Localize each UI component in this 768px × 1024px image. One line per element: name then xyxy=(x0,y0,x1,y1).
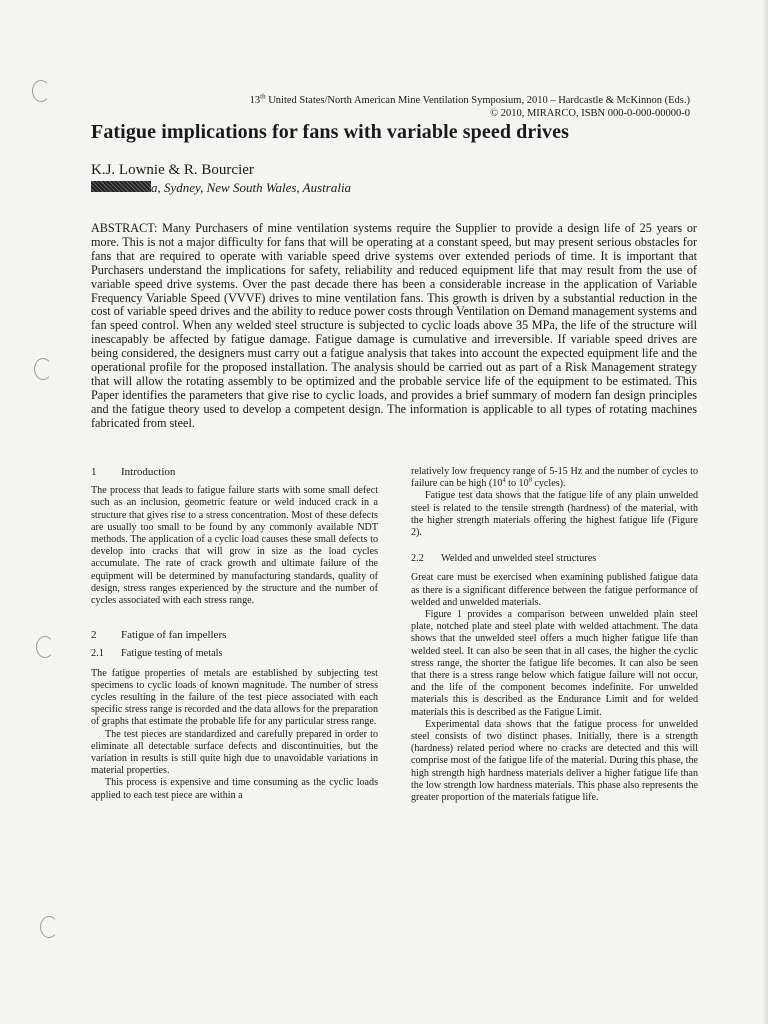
header-sup: th xyxy=(260,92,266,101)
paragraph: The fatigue properties of metals are established by subjecting test specimens to cyclic loads of known magnitude. The number of stress cycles resulting in the failure of the test piece associated with each specific stress range is recorded and the data allows for the preparation of graphs that estimate the probable life for any particular stress range. xyxy=(91,667,378,728)
affiliation xyxy=(91,180,351,196)
header-rest: United States/North American Mine Ventilation Symposium, 2010 – Hardcastle & McKinnon (Eds.) xyxy=(265,95,690,106)
affiliation-rest: a, Sydney, New South Wales, Australia xyxy=(151,180,352,195)
paragraph: The process that leads to fatigue failure starts with some small defect such as an inclusion, geometric feature or weld induced crack in a structure that gives rise to a stress concentration. Most of these defects are usually too small to be found by any commonly available NDT methods. The application of a cyclic load causes these small defects to develop into cracks that will grow in size as the load cycles accumulate. The rate of crack growth and ultimate failure of the equipment will be determined by manufacturing standards, quality of design, stress ranges experienced by the structure and the number of cycles associated with each stress range. xyxy=(91,485,378,607)
right-column xyxy=(411,466,698,804)
text-run: relatively low frequency range of 5-15 Hz and the number of cycles to failure can be high (10 xyxy=(411,466,698,490)
subsection-number: 2.2 xyxy=(411,553,424,565)
paper-title: Fatigue implications for fans with variable speed drives xyxy=(91,121,570,143)
subsection-heading xyxy=(411,553,698,565)
copyright-line: © 2010, MIRARCO, ISBN 000-0-000-00000-0 xyxy=(490,108,690,119)
superscript: 4 xyxy=(502,476,506,484)
left-column xyxy=(91,466,378,802)
paragraph: Great care must be exercised when examining published fatigue data as there is a significant difference between the fatigue performance of welded and unwelded materials. xyxy=(411,572,698,608)
subsection-title: Welded and unwelded steel structures xyxy=(441,553,597,565)
section-number: 1 xyxy=(91,466,97,478)
subsection-number: 2.1 xyxy=(91,648,104,660)
paragraph xyxy=(411,466,698,490)
paragraph: Figure 1 provides a comparison between unwelded plain steel plate, notched plate and steel plate with welded attachment. The data shows that the unwelded steel offers a much higher fatigue life than welded steel. It can also be seen that in all cases, the higher the cyclic stress range, the shorter the fatigue life becomes. It can also be seen that there is a stress range below which fatigue failure will not occur, and the life of the component becomes indefinite. For unwelded materials this is described as the Endurance Limit and for welded materials this is described as the Fatigue Limit. xyxy=(411,609,698,718)
section-number: 2 xyxy=(91,629,97,642)
symposium-header xyxy=(250,94,690,107)
section-heading xyxy=(91,466,378,478)
paragraph: This process is expensive and time consuming as the cyclic loads applied to each test piece are within a xyxy=(91,777,378,801)
punch-hole-mark xyxy=(34,358,52,380)
subsection-title: Fatigue testing of metals xyxy=(121,648,223,660)
abstract: ABSTRACT: Many Purchasers of mine ventilation systems require the Supplier to provide a design life of 25 years or more. This is not a major difficulty for fans that will be operating at a constant speed, but may present serious obstacles for fans that are required to operate with variable speed drive systems over extended periods of time. It is important that Purchasers understand the implications for safety, reliability and reduced equipment life that may result from the use of variable speed drive systems. Over the past decade there has been a considerable increase in the application of Variable Frequency Variable Speed (VVVF) drives to mine ventilation fans. This growth is driven by a substantial reduction in the cost of variable speed drives and the ability to reduce power costs through Ventilation on Demand management systems and fan speed control. When any welded steel structure is subjected to cyclic loads above 35 MPa, the life of the structure will inescapably be affected by fatigue damage. Fatigue damage is cumulative and irreversible. If variable speed drives are being considered, the designers must carry out a fatigue analysis that takes into account the expected equipment life and the operational profile for the proposed installation. The analysis should be carried out as part of a Risk Management strategy that will allow the rotating assembly to be optimized and the probable service life of the equipment to be estimated. This Paper identifies the parameters that give rise to cyclic loads, and provides a brief summary of modern fan design principles and the fatigue theory used to develop a competent design. The information is applicable to all types of rotating machines fabricated from steel. xyxy=(91,221,697,430)
paragraph: Experimental data shows that the fatigue process for unwelded steel consists of two distinct phases. Initially, there is a strength (hardness) related period where no cracks are detected and this will comprise most of the fatigue life of the material. During this phase, the high strength high hardness materials deliver a higher fatigue life than the low strength low hardness materials. This phase also represents the greater proportion of the materials fatigue life. xyxy=(411,718,698,804)
section-heading xyxy=(91,629,378,641)
paragraph: Fatigue test data shows that the fatigue life of any plain unwelded steel is related to the tensile strength (hardness) of the material, with the higher strength materials offering the highest fatigue life (Figure 2). xyxy=(411,490,698,539)
section-title: Fatigue of fan impellers xyxy=(121,629,227,642)
header-prefix: 13 xyxy=(249,95,261,106)
authors: K.J. Lownie & R. Bourcier xyxy=(91,162,254,178)
section-title: Introduction xyxy=(121,466,176,478)
punch-hole-mark xyxy=(36,636,54,658)
punch-hole-mark xyxy=(40,916,58,938)
paragraph: The test pieces are standardized and carefully prepared in order to eliminate all detectable surface defects and discontinuities, but the variation in results is still quite high due to unavoidable variations in material properties. xyxy=(91,728,378,777)
text-run: cycles). xyxy=(531,478,566,490)
scan-edge-shadow xyxy=(762,0,768,1024)
text-run: to 10 xyxy=(505,478,529,490)
superscript: 8 xyxy=(528,476,532,484)
subsection-heading xyxy=(91,648,378,660)
redacted-text xyxy=(91,181,151,192)
punch-hole-mark xyxy=(32,80,50,102)
